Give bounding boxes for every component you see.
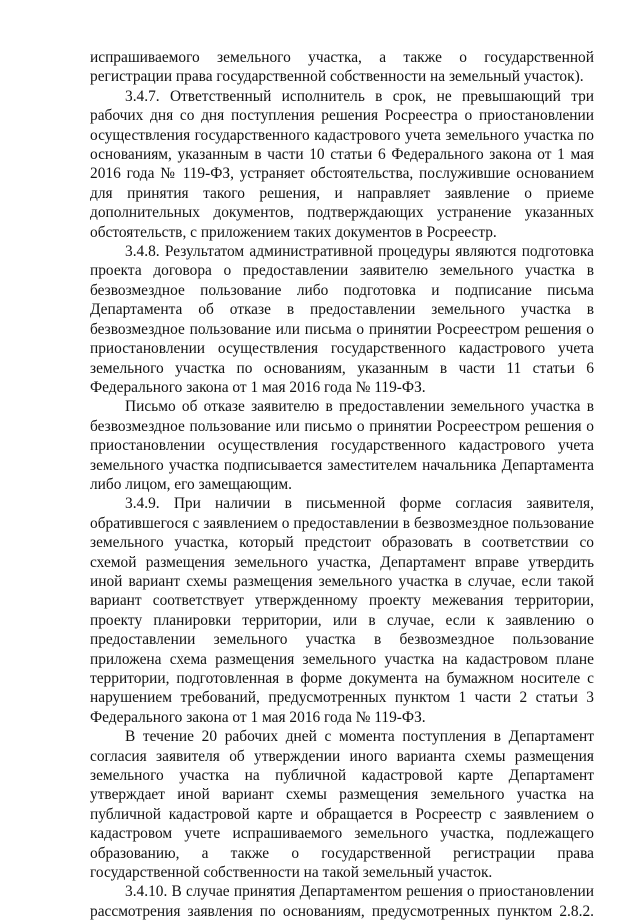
paragraph-3-4-9: 3.4.9. При наличии в письменной форме согласия заявителя, обратившегося с заявлением о предоставлении в безвозмездное пользование земельного участка, который предстоит образовать в соответствии со схемой размещения земельного участка, Департамент вправе утвердить иной вариант схемы размещения земельного участка в случае, если такой вариант соответствует утвержденному проекту межевания территории, проекту планировки территории, или в случае, если к заявлению о предоставлении земельного участка в безвозмездное пользование приложена схема размещения земельного участка на кадастровом плане территории, подготовленная в форме документа на бумажном носителе с нарушением требований, предусмотренных пунктом 1 части 2 статьи 3 Федерального закона от 1 мая 2016 года № 119-ФЗ. (90, 495, 594, 726)
paragraph-refusal-letter: Письмо об отказе заявителю в предоставлении земельного участка в безвозмездное пользование или письмо о принятии Росреестром решения о приостановлении осуществления государственного кадастрового учета земельного участка подписывается заместителем начальника Департамента либо лицом, его замещающим. (90, 398, 594, 493)
paragraph-3-4-10: 3.4.10. В случае принятия Департаментом решения о приостановлении рассмотрения заявления по основаниям, предусмотренных пунктом 2.8.2. (90, 883, 594, 920)
paragraph-20-days: В течение 20 рабочих дней с момента поступления в Департамент согласия заявителя об утверждении иного варианта схемы размещения земельного участка на публичной кадастровой карте Департамент утверждает иной вариант схемы размещения земельного участка на публичной кадастровой карте и обращается в Росреестр с заявлением о кадастровом учете испрашиваемого земельного участка, подлежащего образованию, а также о государственной регистрации права государственной собственности на такой земельный участок. (90, 728, 594, 882)
paragraph-3-4-8: 3.4.8. Результатом административной процедуры являются подготовка проекта договора о предоставлении заявителю земельного участка в безвозмездное пользование либо подготовка и подписание письма Департамента об отказе в предоставлении земельного участка в безвозмездное пользование или письма о принятии Росреестром решения о приостановлении осуществления государственного кадастрового учета земельного участка по основаниям, указанным в части 11 статьи 6 Федерального закона от 1 мая 2016 года № 119-ФЗ. (90, 243, 594, 396)
document-body (90, 48, 594, 921)
paragraph-3-4-7: 3.4.7. Ответственный исполнитель в срок, не превышающий три рабочих дня со дня поступления решения Росреестра о приостановлении осуществления государственного кадастрового учета земельного участка по основаниям, указанным в части 10 статьи 6 Федерального закона от 1 мая 2016 года № 119-ФЗ, устраняет обстоятельства, послужившие основанием для принятия такого решения, и направляет заявление о приеме дополнительных документов, подтверждающих устранение указанных обстоятельств, с приложением таких документов в Росреестр. (90, 87, 594, 241)
paragraph-continuation: испрашиваемого земельного участка, а также о государственной регистрации права государственной собственности на земельный участок). (90, 49, 594, 86)
